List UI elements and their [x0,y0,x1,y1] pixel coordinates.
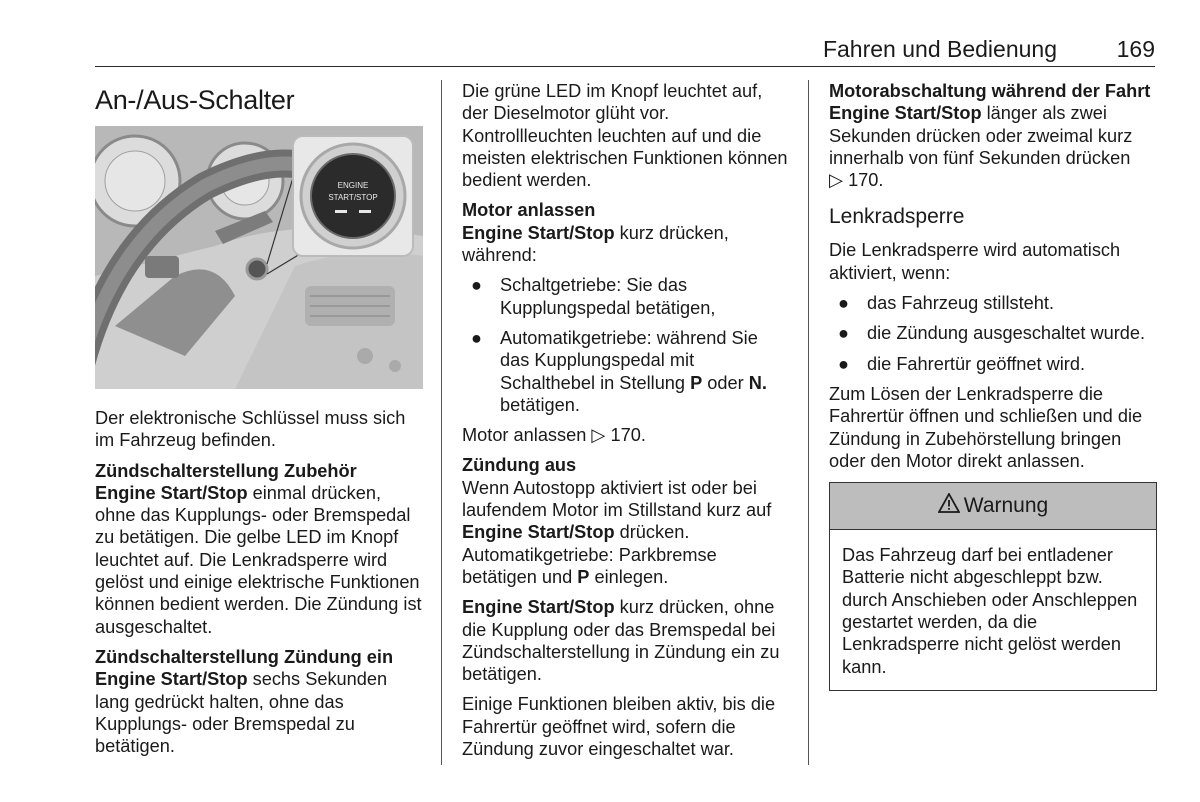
column-divider [808,80,809,765]
warning-text: Das Fahrzeug darf bei entladener Batterie nicht abgeschleppt bzw. durch Anschieben oder Anschleppen gestartet werden, da die Lenkradsperre nicht gelöst werden kann. [842,545,1138,677]
subheading-start-engine: Motor anlassen [462,200,596,221]
subheading-accessory: Zündschalterstellung Zubehör [95,460,357,481]
list-item: ● die Zündung ausgeschaltet wurde. [838,323,1146,344]
list-item: ● die Fahrertür geöffnet wird. [838,353,1086,374]
list-item: ● Schaltgetriebe: Sie das Kupplungspedal betätigen, [471,275,716,318]
ignition-on-paragraph: Engine Start/Stop sechs Sekunden lang gedrückt halten, ohne das Kupplungs- oder Bremspedal zu betätigen. [95,669,388,757]
section-title: Fahren und Bedienung [822,36,1057,62]
page-reference-icon: ▷ [591,425,606,446]
warning-title: Warnung [963,494,1049,518]
accessory-paragraph: Engine Start/Stop einmal drücken, ohne das Kupplungs- oder Bremspedal zu betätigen. Die gelbe LED im Knopf leuchtet auf. Die Lenkradsperre wird gelöst und einige elektrische Funktionen können bedient werden. Die Zündung ist ausgeschaltet. [95,482,422,637]
steering-lock-release: Zum Lösen der Lenkradsperre die Fahrertür öffnen und schließen und die Zündung in Zubehörstellung bringen oder den Motor direkt anlassen. [829,383,1143,471]
start-conditions-list [462,274,792,416]
start-engine-reference[interactable]: Motor anlassen ▷ 170. [462,425,646,446]
list-item: ● Automatikgetriebe: während Sie das Kupplungspedal mit Schalthebel in Stellung P oder N. betätigen. [471,327,767,415]
ignition-off-paragraph: Wenn Autostopp aktiviert ist oder bei laufendem Motor im Stillstand kurz auf Engine Start/Stop drücken. Automatikgetriebe: Parkbremse betätigen und P einlegen. [462,477,772,587]
key-note: Der elektronische Schlüssel muss sich im Fahrzeug befinden. [95,408,406,451]
short-press-paragraph: Engine Start/Stop kurz drücken, ohne die Kupplung oder das Bremspedal bei Zündschalterstellung in Zündung ein zu betätigen. [462,597,780,685]
page-header [95,30,1155,67]
warning-triangle-icon [938,493,960,519]
engine-shutdown-paragraph: Engine Start/Stop länger als zwei Sekunden drücken oder zweimal kurz innerhalb von fünf Sekunden drücken ▷ 170. [829,103,1133,191]
subheading-ignition-off: Zündung aus [462,455,577,476]
page-number: 169 [1116,36,1155,62]
subheading-engine-shutdown: Motorabschaltung während der Fahrt [829,81,1151,101]
page-title: An-/Aus-Schalter [95,85,295,115]
svg-text:ENGINE: ENGINE [337,181,369,190]
page-reference-icon: ▷ [829,170,843,191]
start-stop-button-small [247,259,267,279]
column-2 [462,80,792,768]
section-heading-steering-lock: Lenkradsperre [829,205,965,229]
warning-header [830,483,1156,530]
warning-body [830,530,1156,690]
steering-lock-conditions [829,292,1159,375]
svg-text:START/STOP: START/STOP [328,193,378,202]
list-item: ● das Fahrzeug stillsteht. [838,293,1055,314]
functions-active-paragraph: Einige Funktionen bleiben aktiv, bis die Fahrertür geöffnet wird, sofern die Zündung zuvor eingeschaltet war. [462,694,776,760]
subheading-ignition-on: Zündschalterstellung Zündung ein [95,646,394,667]
led-paragraph: Die grüne LED im Knopf leuchtet auf, der Dieselmotor glüht vor. Kontrollleuchten leuchten auf und die meisten elektrischen Funktionen können bedient werden. [462,81,788,191]
warning-box [829,482,1157,691]
start-stop-button-photo [95,126,423,389]
column-3 [829,80,1159,691]
column-divider [441,80,442,765]
steering-lock-intro: Die Lenkradsperre wird automatisch aktiviert, wenn: [829,240,1121,283]
column-1 [95,80,425,765]
start-engine-paragraph: Engine Start/Stop kurz drücken, während: [462,222,729,266]
